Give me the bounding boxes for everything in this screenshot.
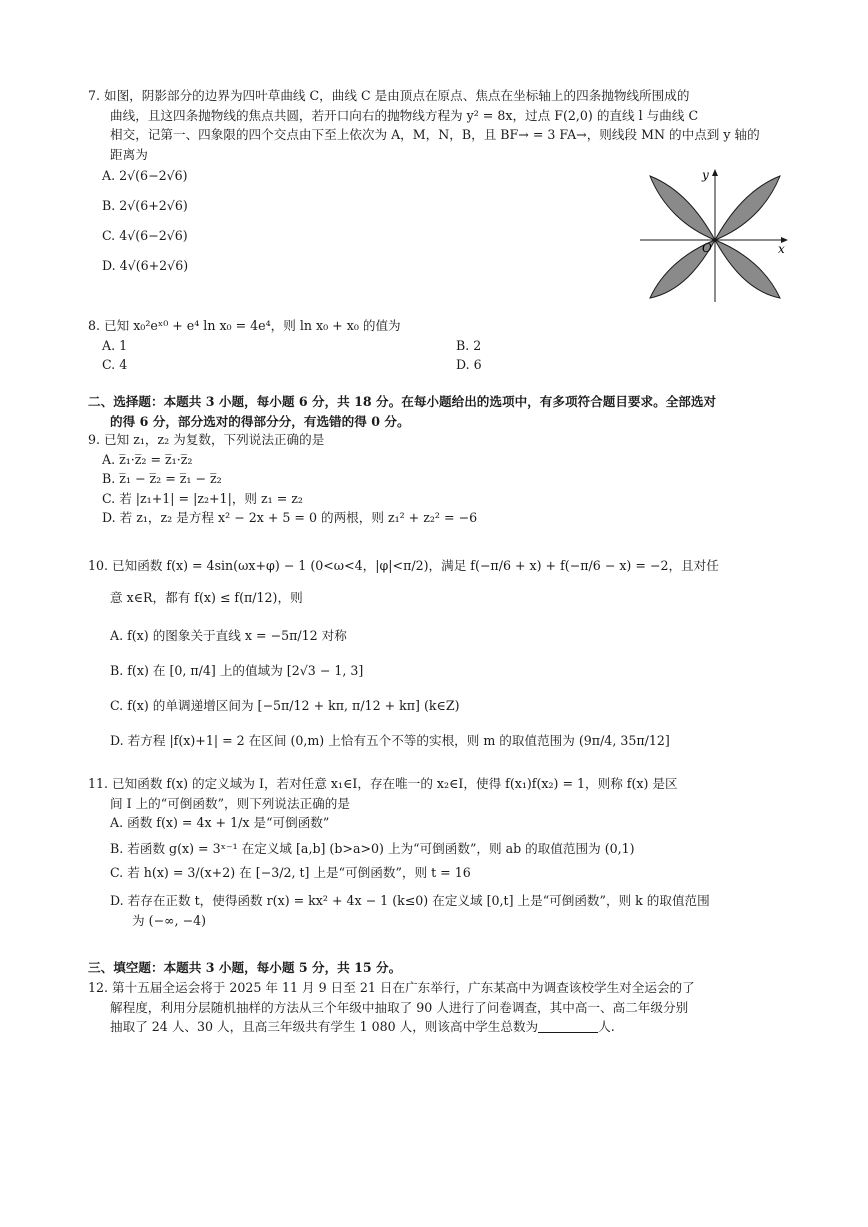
q7-line-1: 7. 如图，阴影部分的边界为四叶草曲线 C，曲线 C 是由顶点在原点、焦点在坐标轴上的四条抛物线所围成的 [88,88,690,103]
section-2-line-2: 的得 6 分，部分选对的得部分分，有选错的得 0 分。 [110,413,410,429]
leaf-upper-left [650,176,715,240]
question-8 [88,316,810,375]
q7-option-a: A. 2√(6−2√6) [102,168,188,184]
q11-option-c: C. 若 h(x) = 3/(x+2) 在 [−3/2, t] 上是“可倒函数”，则 t = 16 [110,865,471,881]
q10-line-2: 意 x∈R，都有 f(x) ≤ f(π/12)，则 [110,590,303,605]
q8-option-c: C. 4 [102,357,128,373]
y-axis-label: y [702,168,709,182]
q10-option-a: A. f(x) 的图象关于直线 x = −5π/12 对称 [110,628,347,643]
leaf-lower-right [715,240,780,298]
q10-option-c: C. f(x) 的单调递增区间为 [−5π/12 + kπ, π/12 + kπ] (k∈Z) [110,698,460,713]
q11-option-a: A. 函数 f(x) = 4x + 1/x 是“可倒函数” [110,815,330,831]
q9-stem: 9. 已知 z₁，z₂ 为复数，下列说法正确的是 [88,432,325,447]
four-leaf-curve-figure [640,168,790,303]
q11-line-1: 11. 已知函数 f(x) 的定义域为 I，若对任意 x₁∈I，存在唯一的 x₂∈I，使得 f(x₁)f(x₂) = 1，则称 f(x) 是区 [88,776,678,791]
q11-option-d-continued: 为 (−∞, −4) [132,912,207,928]
q10-line-1: 10. 已知函数 f(x) = 4sin(ωx+φ) − 1 (0<ω<4，|φ|<π/2)，满足 f(−π/6 + x) + f(−π/6 − x) = −2，且对任 [88,558,719,573]
q7-option-d: D. 4√(6+2√6) [102,258,189,274]
leaf-upper-right [715,176,780,240]
section-3-line-1: 三、填空题：本题共 3 小题，每小题 5 分，共 15 分。 [88,960,402,975]
q7-option-b: B. 2√(6+2√6) [102,198,188,214]
q7-line-4: 距离为 [110,146,148,162]
q11-option-d: D. 若存在正数 t，使得函数 r(x) = kx² + 4x − 1 (k≤0) 在定义域 [0,t] 上是“可倒函数”，则 k 的取值范围 [110,893,710,909]
q7-line-3: 相交，记第一、四象限的四个交点由下至上依次为 A，M，N，B，且 BF→ = 3 FA→，则线段 MN 的中点到 y 轴的 [110,127,760,143]
question-12 [88,978,810,1037]
q8-option-d: D. 6 [456,357,482,373]
q12-line-3 [88,1017,810,1037]
q12-line-2: 解程度，利用分层随机抽样的方法从三个年级中抽取了 90 人进行了问卷调查，其中高一、高二年级分别 [110,999,689,1015]
question-11 [88,774,810,930]
q7-line-2: 曲线，且这四条抛物线的焦点共圆，若开口向右的抛物线方程为 y² = 8x，过点 F(2,0) 的直线 l 与曲线 C [110,107,699,123]
q9-option-a: A. z̅₁·z̅₂ = z̅₁·z̅₂ [102,451,193,467]
q9-option-c: C. 若 |z₁+1| = |z₂+1|，则 z₁ = z₂ [102,490,303,506]
q7-option-c: C. 4√(6−2√6) [102,228,188,244]
q11-option-b: B. 若函数 g(x) = 3ˣ⁻¹ 在定义域 [a,b] (b>a>0) 上为“可倒函数”，则 ab 的取值范围为 (0,1) [110,841,635,857]
q8-option-b: B. 2 [456,337,482,353]
q10-option-b: B. f(x) 在 [0, π/4] 上的值域为 [2√3 − 1, 3] [110,663,364,678]
y-axis-arrow [712,169,718,176]
question-10 [88,556,810,766]
q9-option-b: B. z̅₁ − z̅₂ = z̅₁ − z̅₂ [102,471,222,487]
q12-line-1: 12. 第十五届全运会将于 2025 年 11 月 9 日至 21 日在广东举行，广东某高中为调查该校学生对全运会的了 [88,980,695,995]
q10-option-d: D. 若方程 |f(x)+1| = 2 在区间 (0,m) 上恰有五个不等的实根，则 m 的取值范围为 (9π/4, 35π/12] [110,733,670,748]
q8-stem: 8. 已知 x₀²eˣ⁰ + e⁴ ln x₀ = 4e⁴，则 ln x₀ + x₀ 的值为 [88,318,401,333]
q12-line-3-text: 抽取了 24 人、30 人，且高三年级共有学生 1 080 人，则该高中学生总数为 [110,1019,539,1035]
origin-label: O [702,241,712,255]
q8-option-a: A. 1 [102,337,128,353]
q9-option-d: D. 若 z₁，z₂ 是方程 x² − 2x + 5 = 0 的两根，则 z₁² + z₂² = −6 [102,510,478,526]
question-9 [88,430,810,528]
q12-line-3-end: 人. [598,1019,615,1035]
x-axis-label: x [778,242,785,256]
section-2-heading [88,392,810,431]
q11-line-2: 间 I 上的“可倒函数”，则下列说法正确的是 [110,795,350,811]
section-3-heading [88,958,810,978]
answer-blank[interactable] [538,1020,598,1033]
section-2-line-1: 二、选择题：本题共 3 小题，每小题 6 分，共 18 分。在每小题给出的选项中，有多项符合题目要求。全部选对 [88,394,717,409]
